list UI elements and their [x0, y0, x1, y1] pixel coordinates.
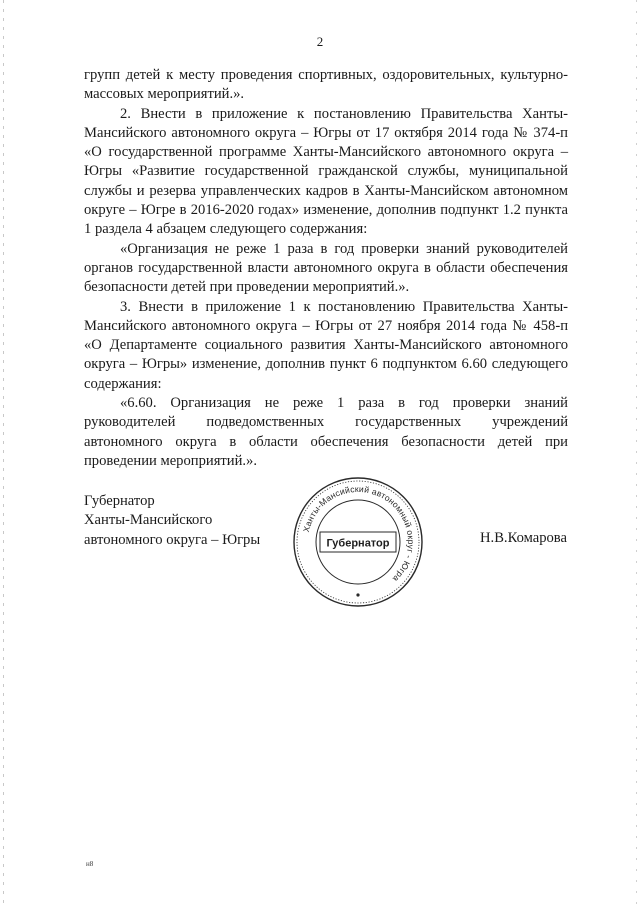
signatory-title: [84, 492, 260, 550]
signatory-title-line-2: Ханты-Мансийского: [84, 512, 213, 529]
paragraph-item-3: 3. Внести в приложение 1 к постановлению Правительства Ханты-Мансийского автономного округа – Югры от 27 ноября 2014 года № 458-п «О Департаменте социального развития Ханты-Мансийского автономного округа – Югры» изменение, дополнив пункт 6 подпунктом 6.60 следующего содержания:: [84, 298, 568, 392]
scan-edge-right: [636, 0, 637, 905]
seal-star-dot: [356, 593, 359, 596]
official-seal: [290, 474, 426, 610]
paragraph-item-2: 2. Внести в приложение к постановлению Правительства Ханты-Мансийского автономного округа – Югры от 17 октября 2014 года № 374-п «О государственной программе Ханты-Мансийского автономного округа – Югры «Развитие государственной гражданской службы, муниципальной службы и резерва управленческих кадров в Ханты-Мансийском автономном округе – Югре в 2016-2020 годах» изменение, дополнив подпункт 1.2 пункта 1 раздела 4 абзацем следующего содержания:: [84, 105, 568, 238]
signatory-name: Н.В.Комарова: [480, 530, 567, 546]
seal-ring-text: Ханты-Мансийский автономный округ - Югра: [301, 483, 417, 585]
footer-code: н8: [86, 860, 94, 868]
page-number: 2: [316, 34, 324, 49]
signatory-title-line-3: автономного округа – Югры: [84, 531, 261, 548]
seal-center-text: Губернатор: [326, 537, 390, 550]
signatory-title-line-1: Губернатор: [84, 493, 155, 509]
document-body: [84, 66, 568, 471]
paragraph-continuation: групп детей к месту проведения спортивных, оздоровительных, культурно-массовых мероприятий.».: [84, 67, 568, 103]
paragraph-quote-3: «6.60. Организация не реже 1 раза в год проверки знаний руководителей подведомственных государственных учреждений автономного округа в области обеспечения безопасности детей при проведении мероприятий.».: [84, 395, 568, 469]
paragraph-quote-2: «Организация не реже 1 раза в год проверки знаний руководителей органов государственной власти автономного округа в области обеспечения безопасности детей при проведении мероприятий.».: [84, 240, 568, 296]
scan-edge-left: [3, 0, 4, 905]
